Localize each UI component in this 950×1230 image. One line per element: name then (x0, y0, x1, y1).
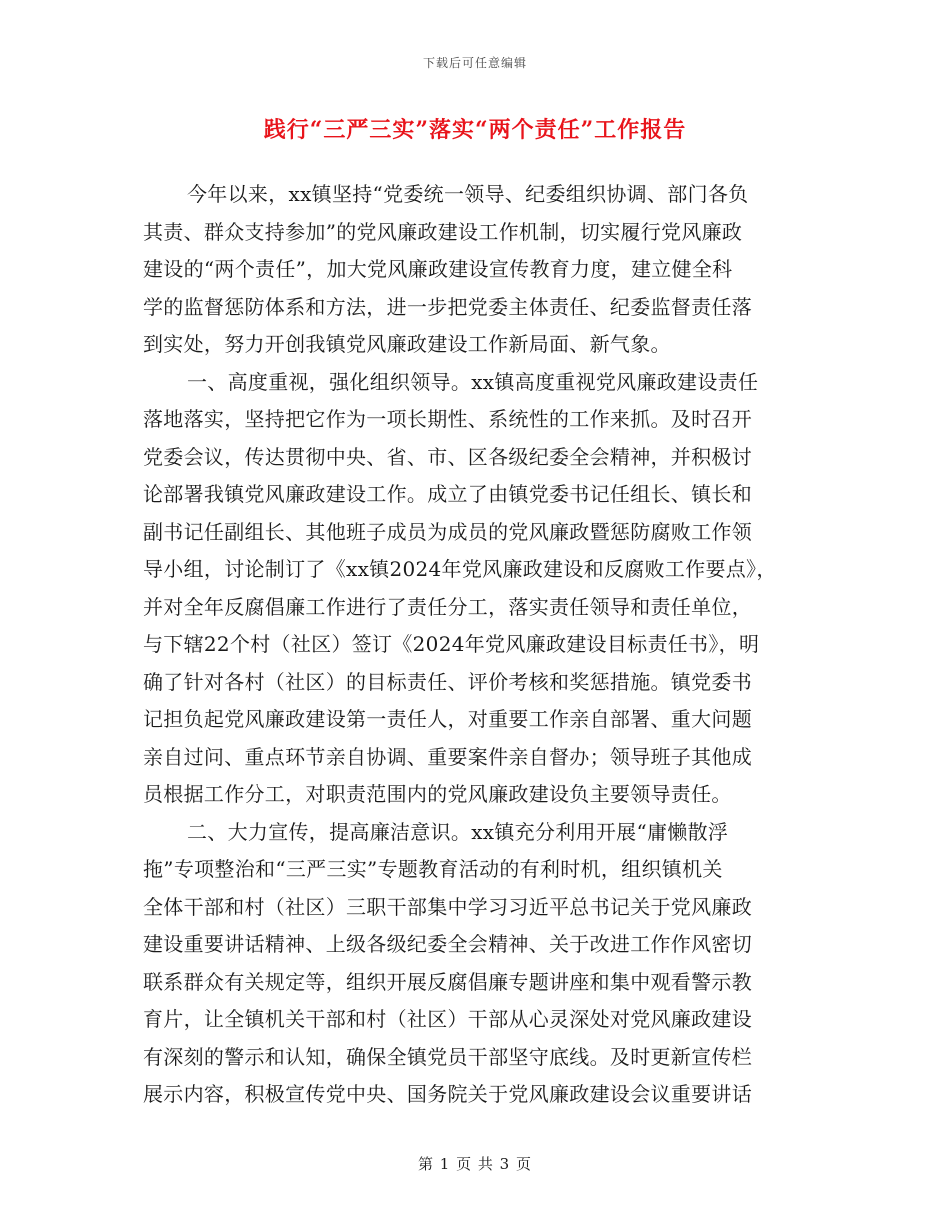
text-line: 到实处，努力开创我镇党风廉政建设工作新局面、新气象。 (143, 332, 671, 356)
text-line: 记担负起党风廉政建设第一责任人，对重要工作亲自部署、重大问题 (143, 707, 752, 731)
text-line: 副书记任副组长、其他班子成员为成员的党风廉政暨惩防腐败工作领 (143, 519, 752, 544)
text-line: 育片，让全镇机关干部和村（社区）干部从心灵深处对党风廉政建设 (143, 1007, 752, 1031)
text-line: 学的监督惩防体系和方法，进一步把党委主体责任、纪委监督责任落 (143, 294, 752, 319)
text-line: 展示内容，积极宣传党中央、国务院关于党风廉政建设会议重要讲话 (143, 1082, 752, 1106)
text-line: 并对全年反腐倡廉工作进行了责任分工，落实责任领导和责任单位， (143, 594, 752, 619)
text-line: 拖”专项整治和“三严三实”专题教育活动的有利时机，组织镇机关 (143, 857, 723, 881)
text-line: 联系群众有关规定等，组织开展反腐倡廉专题讲座和集中观看警示教 (143, 969, 752, 994)
text-line: 全体干部和村（社区）三职干部集中学习习近平总书记关于党风廉政 (143, 894, 752, 919)
document-body (143, 176, 807, 1114)
text-line: 二、大力宣传，提高廉洁意识。xx镇充分利用开展“庸懒散浮 (187, 819, 729, 844)
text-line: 落地落实，坚持把它作为一项长期性、系统性的工作来抓。及时召开 (143, 407, 752, 431)
text-line: 确了针对各村（社区）的目标责任、评价考核和奖惩措施。镇党委书 (143, 669, 752, 694)
text-line: 建设的“两个责任”，加大党风廉政建设宣传教育力度，建立健全科 (143, 257, 733, 281)
text-line: 有深刻的警示和认知，确保全镇党员干部坚守底线。及时更新宣传栏 (143, 1044, 752, 1069)
text-line: 亲自过问、重点环节亲自协调、重要案件亲自督办；领导班子其他成 (143, 744, 752, 769)
text-line: 今年以来，xx镇坚持“党委统一领导、纪委组织协调、部门各负 (187, 182, 749, 206)
header-note: 下载后可任意编辑 (422, 56, 527, 70)
document-title: 践行“三严三实”落实“两个责任”工作报告 (263, 117, 687, 143)
page-footer: 第 1 页 共 3 页 (418, 1155, 532, 1173)
text-line: 论部署我镇党风廉政建设工作。成立了由镇党委书记任组长、镇长和 (143, 482, 752, 506)
text-line: 导小组，讨论制订了《xx镇2024年党风廉政建设和反腐败工作要点》， (143, 557, 777, 581)
text-line: 员根据工作分工，对职责范围内的党风廉政建设负主要领导责任。 (143, 782, 732, 806)
text-line: 其责、群众支持参加”的党风廉政建设工作机制，切实履行党风廉政 (143, 219, 743, 244)
text-line: 一、高度重视，强化组织领导。xx镇高度重视党风廉政建设责任 (187, 369, 759, 394)
text-line: 党委会议，传达贯彻中央、省、市、区各级纪委全会精神，并积极讨 (143, 444, 752, 469)
text-line: 建设重要讲话精神、上级各级纪委全会精神、关于改进工作作风密切 (143, 932, 752, 956)
text-line: 与下辖22个村（社区）签订《2024年党风廉政建设目标责任书》，明 (143, 632, 760, 656)
